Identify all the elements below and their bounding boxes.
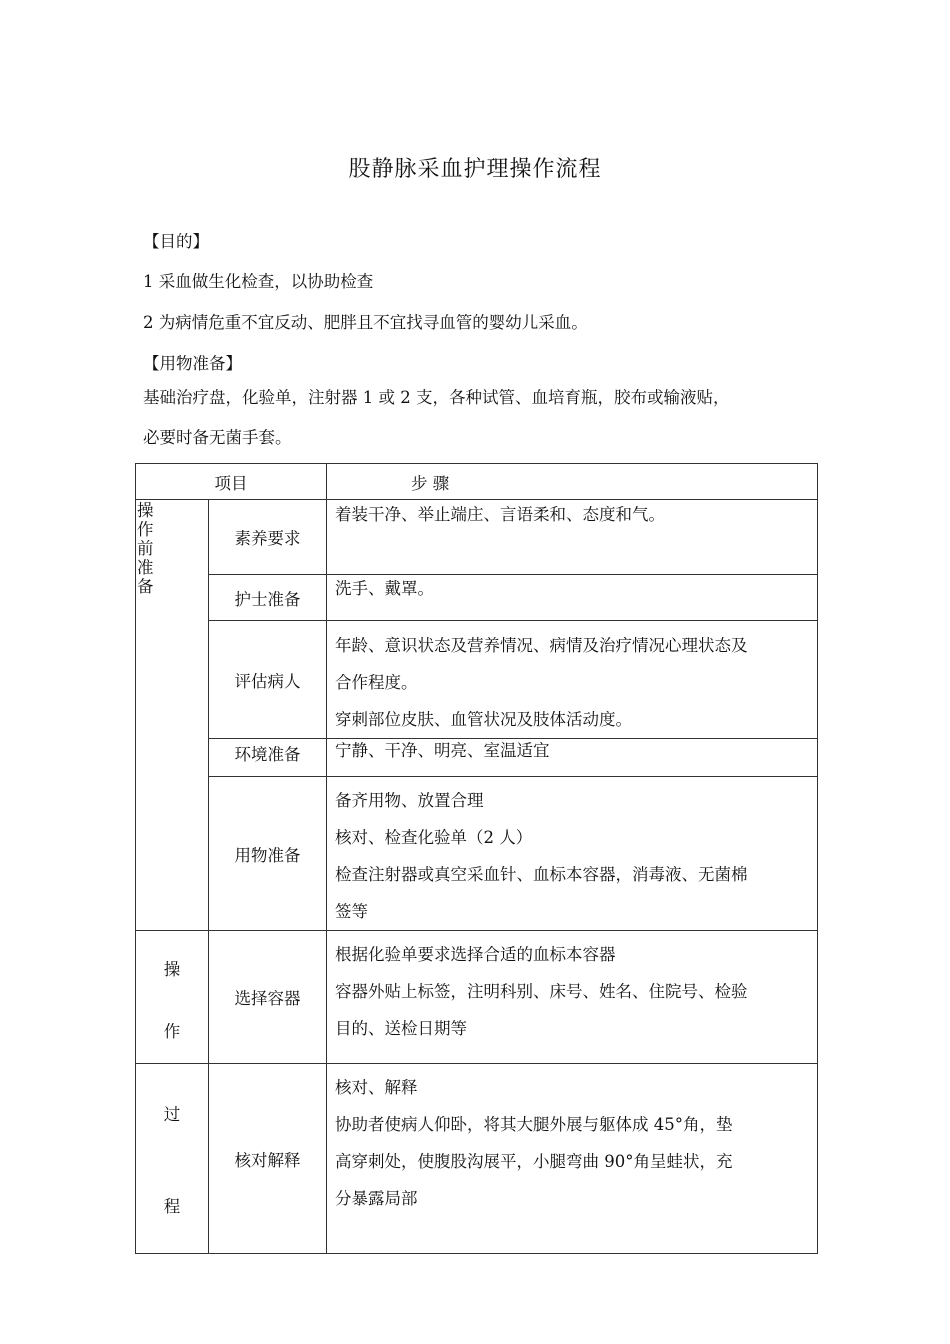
- purpose-item-1: 1 采血做生化检查，以协助检查: [143, 272, 374, 291]
- table-row: [136, 739, 818, 777]
- procedure-table: [135, 463, 818, 1254]
- row-name: 选择容器: [209, 931, 327, 1064]
- table-row: [136, 931, 818, 1064]
- table-header-row: [136, 464, 818, 500]
- supplies-heading: 【用物准备】: [143, 354, 242, 373]
- row-name: 素养要求: [209, 500, 327, 575]
- phase-label-process: 过 程: [136, 1064, 209, 1254]
- phase-label-pre-operation: 操 作 前 准 备: [136, 500, 209, 931]
- row-name: 核对解释: [209, 1064, 327, 1254]
- phase-label-operation: 操 作: [136, 931, 209, 1064]
- table-row: [136, 500, 818, 575]
- supplies-line-2: 必要时备无菌手套。: [143, 428, 292, 447]
- row-steps: 年龄、意识状态及营养情况、病情及治疗情况心理状态及 合作程度。 穿刺部位皮肤、血管状况及肢体活动度。: [327, 621, 818, 739]
- table-row: [136, 777, 818, 931]
- row-steps: 核对、解释 协助者使病人仰卧，将其大腿外展与躯体成 45°角，垫 高穿刺处，使腹股沟展平，小腿弯曲 90°角呈蛙状，充 分暴露局部: [327, 1064, 818, 1254]
- page-title: 股静脉采血护理操作流程: [348, 157, 602, 182]
- row-steps: 着装干净、举止端庄、言语柔和、态度和气。: [327, 500, 818, 575]
- purpose-item-2: 2 为病情危重不宜反动、肥胖且不宜找寻血管的婴幼儿采血。: [143, 313, 588, 332]
- table-row: [136, 621, 818, 739]
- supplies-line-1: 基础治疗盘，化验单，注射器 1 或 2 支，各种试管、血培育瓶，胶布或输液贴，: [143, 388, 730, 407]
- row-name: 护士准备: [209, 575, 327, 621]
- table-row: [136, 575, 818, 621]
- row-steps: 根据化验单要求选择合适的血标本容器 容器外贴上标签，注明科别、床号、姓名、住院号、检验 目的、送检日期等: [327, 931, 818, 1064]
- purpose-heading: 【目的】: [143, 232, 209, 251]
- row-steps: 备齐用物、放置合理 核对、检查化验单（2 人） 检查注射器或真空采血针、血标本容器，消毒液、无菌棉 签等: [327, 777, 818, 931]
- row-name: 环境准备: [209, 739, 327, 777]
- row-name: 评估病人: [209, 621, 327, 739]
- row-name: 用物准备: [209, 777, 327, 931]
- row-steps: 宁静、干净、明亮、室温适宜: [327, 739, 818, 777]
- row-steps: 洗手、戴罩。: [327, 575, 818, 621]
- header-item: 项目: [136, 464, 327, 500]
- header-steps: 步 骤: [327, 464, 818, 500]
- table-row: [136, 1064, 818, 1254]
